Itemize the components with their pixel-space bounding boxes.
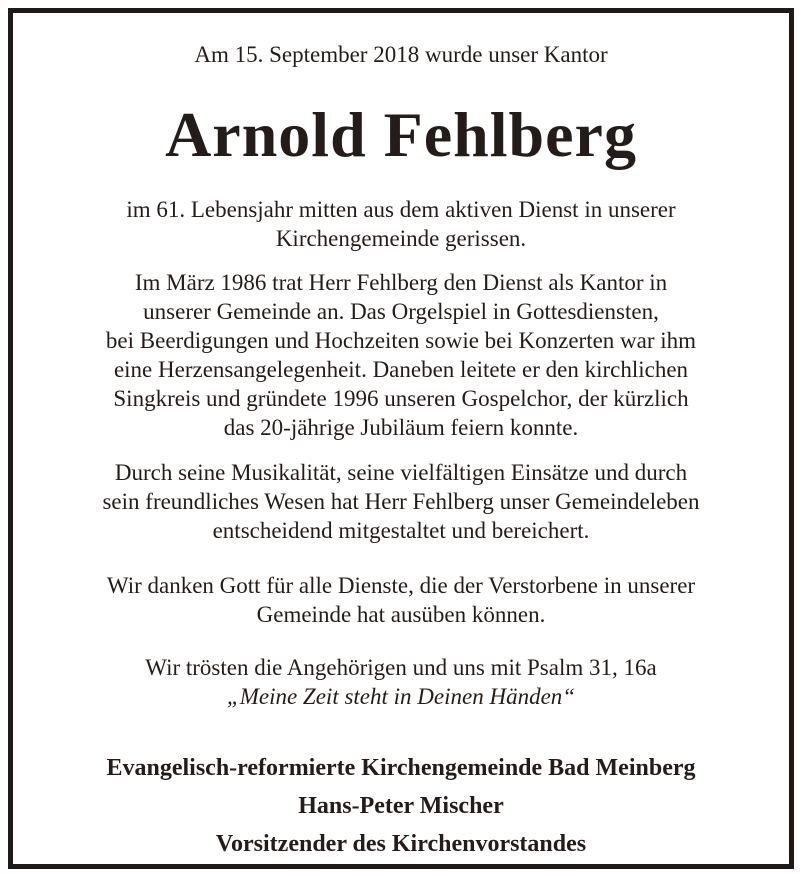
paragraph-5 xyxy=(43,653,759,711)
paragraph-4 xyxy=(43,571,759,629)
paragraph-4-line-2: Gemeinde hat ausüben können. xyxy=(256,602,546,627)
paragraph-1-line-2: Kirchengemeinde gerissen. xyxy=(275,226,527,251)
paragraph-2-line-6: das 20-jährige Jubiläum feiern konnte. xyxy=(223,415,579,440)
paragraph-2-line-2: unserer Gemeinde an. Das Orgelspiel in Gottesdiensten, xyxy=(143,299,659,324)
signer-role: Vorsitzender des Kirchenvorstandes xyxy=(215,831,587,857)
paragraph-2-line-1: Im März 1986 trat Herr Fehlberg den Dienst als Kantor in xyxy=(134,270,668,295)
paragraph-3 xyxy=(43,458,759,545)
paragraph-3-line-1: Durch seine Musikalität, seine vielfältigen Einsätze und durch xyxy=(114,460,688,485)
paragraph-1-line-1: im 61. Lebensjahr mitten aus dem aktiven Dienst in unserer xyxy=(126,197,676,222)
intro-line: Am 15. September 2018 wurde unser Kantor xyxy=(194,42,608,67)
paragraph-2-line-3: bei Beerdigungen und Hochzeiten sowie bei Konzerten war ihm xyxy=(105,328,697,353)
obituary-content xyxy=(13,13,789,864)
signer-name: Hans-Peter Mischer xyxy=(298,793,504,819)
paragraph-4-line-1: Wir danken Gott für alle Dienste, die der Verstorbene in unserer xyxy=(106,573,696,598)
paragraph-2 xyxy=(43,268,759,442)
paragraph-2-line-4: eine Herzensangelegenheit. Daneben leitete er den kirchlichen xyxy=(113,357,689,382)
paragraph-3-line-3: entscheidend mitgestaltet und bereichert. xyxy=(212,518,590,543)
organization-name: Evangelisch-reformierte Kirchengemeinde Bad Meinberg xyxy=(106,755,696,781)
signature-block xyxy=(13,749,789,863)
paragraph-1 xyxy=(43,195,759,253)
deceased-name: Arnold Fehlberg xyxy=(165,99,637,170)
paragraph-2-line-5: Singkreis und gründete 1996 unseren Gospelchor, der kürzlich xyxy=(113,386,689,411)
psalm-quote: „Meine Zeit steht in Deinen Händen“ xyxy=(226,684,576,709)
obituary-frame xyxy=(8,8,794,869)
paragraph-5-line-1: Wir trösten die Angehörigen und uns mit Psalm 31, 16a xyxy=(145,655,657,680)
paragraph-3-line-2: sein freundliches Wesen hat Herr Fehlberg unser Gemeindeleben xyxy=(102,489,700,514)
